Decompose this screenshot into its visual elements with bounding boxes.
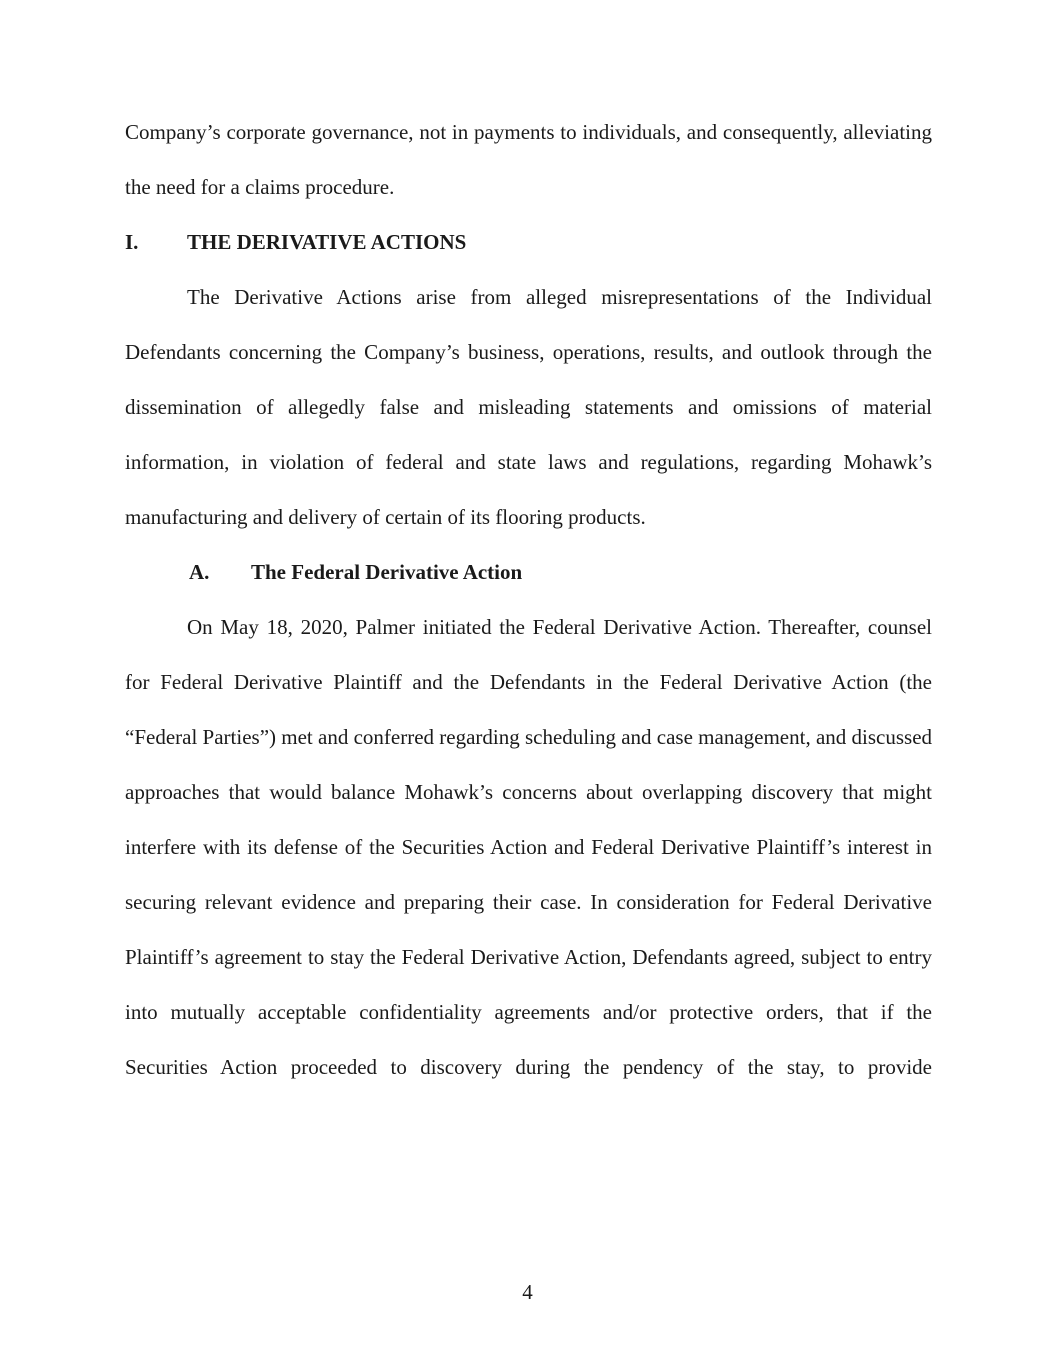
page-number: 4	[522, 1280, 533, 1304]
continuation-paragraph: Company’s corporate governance, not in payments to individuals, and consequently, alleviating the need for a claims procedure.	[125, 120, 932, 200]
section-heading-title: THE DERIVATIVE ACTIONS	[187, 230, 467, 255]
subsection-paragraph: On May 18, 2020, Palmer initiated the Federal Derivative Action. Thereafter, counsel for Federal Derivative Plaintiff and the Defendants in the Federal Derivative Action (the “Federal Parties”) met and conferred regarding scheduling and case management, and discussed approaches that would balance Mohawk’s concerns about overlapping discovery that might interfere with its defense of the Securities Action and Federal Derivative Plaintiff’s interest in securing relevant evidence and preparing their case. In consideration for Federal Derivative Plaintiff’s agreement to stay the Federal Derivative Action, Defendants agreed, subject to entry into mutually acceptable confidentiality agreements and/or protective orders, that if the Securities Action proceeded to discovery during the pendency of the stay, to provide	[125, 615, 933, 1080]
subsection-heading-label: A.	[189, 560, 210, 585]
subsection-heading-title: The Federal Derivative Action	[251, 560, 523, 585]
section-heading-label: I.	[125, 230, 139, 255]
subsection-heading	[125, 545, 932, 600]
section-paragraph: The Derivative Actions arise from alleged misrepresentations of the Individual Defendants concerning the Company’s business, operations, results, and outlook through the dissemination of allegedly false and misleading statements and omissions of material information, in violation of federal and state laws and regulations, regarding Mohawk’s manufacturing and delivery of certain of its flooring products.	[125, 285, 932, 530]
section-heading	[125, 215, 932, 270]
